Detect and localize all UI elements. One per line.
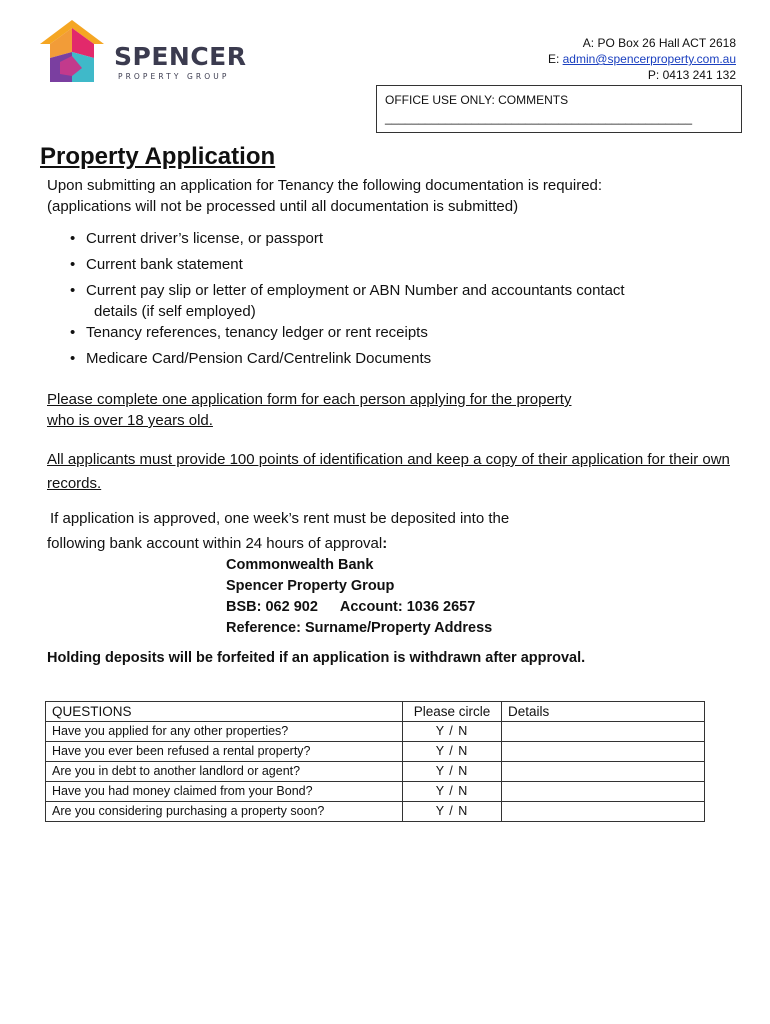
bank-details (226, 555, 492, 639)
email-prefix: E: (547, 52, 563, 66)
approval-paragraph (47, 506, 667, 556)
table-row (46, 782, 705, 802)
required-documents-list (70, 228, 730, 374)
note-line-2: who is over 18 years old. (47, 412, 213, 429)
yes-no-choice[interactable]: Y / N (403, 742, 502, 762)
question-cell: Are you in debt to another landlord or agent? (46, 762, 403, 782)
payment-reference: Reference: Surname/Property Address (226, 620, 493, 636)
table-header-row (46, 702, 705, 722)
yes-no-choice[interactable]: Y / N (403, 762, 502, 782)
logo-tagline: PROPERTY GROUP (118, 72, 230, 81)
note-line-1: Please complete one application form for each person applying for the property (47, 391, 572, 408)
list-item: • Current pay slip or letter of employment or ABN Number and accountants contact details (if self employed) (70, 280, 730, 322)
question-cell: Are you considering purchasing a property soon? (46, 802, 403, 822)
yes-no-choice[interactable]: Y / N (403, 802, 502, 822)
postal-address: A: PO Box 26 Hall ACT 2618 (582, 36, 736, 50)
details-field[interactable] (502, 782, 705, 802)
company-logo (38, 18, 247, 86)
intro-line-2: (applications will not be processed until all documentation is submitted) (47, 198, 519, 215)
header-questions: QUESTIONS (46, 702, 403, 722)
list-item: • Current driver’s license, or passport (70, 228, 730, 249)
office-use-box (376, 85, 742, 133)
house-logo-icon (38, 18, 110, 84)
email-link[interactable]: admin@spencerproperty.com.au (562, 52, 736, 66)
logo-wordmark: SPENCER (114, 42, 247, 71)
email-line (548, 51, 736, 67)
list-item-continuation: details (if self employed) (94, 303, 256, 320)
details-field[interactable] (502, 742, 705, 762)
question-cell: Have you had money claimed from your Bond? (46, 782, 403, 802)
table-row (46, 762, 705, 782)
bank-name: Commonwealth Bank (226, 557, 374, 573)
bsb-number: BSB: 062 902 (226, 599, 318, 615)
question-cell: Have you ever been refused a rental property? (46, 742, 403, 762)
header-details: Details (502, 702, 705, 722)
details-field[interactable] (502, 762, 705, 782)
questions-table (45, 701, 705, 822)
approval-line-2: following bank account within 24 hours of approval: (47, 535, 388, 552)
office-use-label: OFFICE USE ONLY: COMMENTS (385, 93, 569, 107)
intro-line-1: Upon submitting an application for Tenancy the following documentation is required: (47, 177, 603, 194)
question-cell: Have you applied for any other properties? (46, 722, 403, 742)
identification-text: All applicants must provide 100 points of identification and keep a copy of their application for their own records. (47, 451, 730, 492)
table-row (46, 802, 705, 822)
account-name: Spencer Property Group (226, 578, 395, 594)
intro-paragraph (47, 175, 747, 217)
details-field[interactable] (502, 802, 705, 822)
contact-block (548, 35, 736, 83)
office-use-comment-line[interactable]: ______________________________________________ (385, 111, 692, 125)
bsb-account-line (226, 597, 492, 618)
list-item: • Medicare Card/Pension Card/Centrelink Documents (70, 348, 730, 369)
one-form-per-person-note (47, 389, 747, 431)
yes-no-choice[interactable]: Y / N (403, 782, 502, 802)
approval-line-1: If application is approved, one week’s rent must be deposited into the (50, 510, 510, 527)
list-item: • Tenancy references, tenancy ledger or rent receipts (70, 322, 730, 343)
table-row (46, 742, 705, 762)
yes-no-choice[interactable]: Y / N (403, 722, 502, 742)
list-item: • Current bank statement (70, 254, 730, 275)
phone-number: P: 0413 241 132 (647, 68, 736, 82)
details-field[interactable] (502, 722, 705, 742)
account-number: Account: 1036 2657 (339, 599, 476, 615)
holding-deposit-notice: Holding deposits will be forfeited if an application is withdrawn after approval. (47, 650, 586, 666)
table-row (46, 722, 705, 742)
header-please-circle: Please circle (403, 702, 502, 722)
page-title: Property Application (40, 143, 276, 170)
identification-note (47, 448, 747, 496)
